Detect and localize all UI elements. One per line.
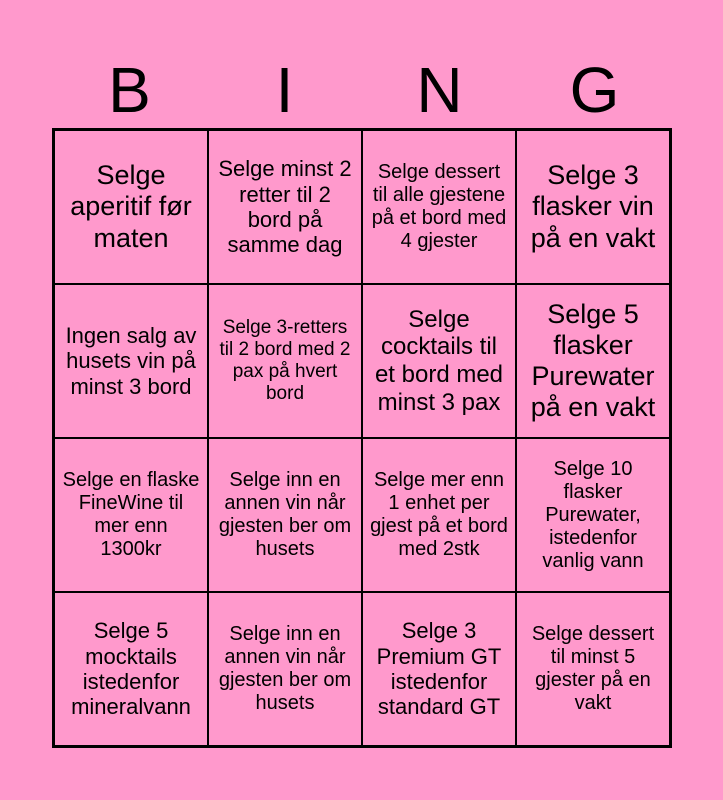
bingo-cell-2-2[interactable]: Selge 3-retters til 2 bord med 2 pax på hvert bord [208,284,362,438]
bingo-cell-4-1[interactable]: Selge 5 mocktails istedenfor mineralvann [54,592,208,746]
header-letter-n: N [416,54,463,126]
bingo-cell-2-4[interactable]: Selge 5 flasker Purewater på en vakt [516,284,670,438]
bingo-header [52,52,672,128]
bingo-cell-4-3[interactable]: Selge 3 Premium GT istedenfor standard GT [362,592,516,746]
bingo-cell-1-4[interactable]: Selge 3 flasker vin på en vakt [516,130,670,284]
bingo-cell-4-2[interactable]: Selge inn en annen vin når gjesten ber om husets [208,592,362,746]
bingo-grid [52,128,672,748]
bingo-cell-3-3[interactable]: Selge mer enn 1 enhet per gjest på et bord med 2stk [362,438,516,592]
bingo-cell-3-4[interactable]: Selge 10 flasker Purewater, istedenfor vanlig vann [516,438,670,592]
bingo-cell-2-3[interactable]: Selge cocktails til et bord med minst 3 pax [362,284,516,438]
header-letter-b: B [108,54,151,126]
bingo-cell-1-1[interactable]: Selge aperitif før maten [54,130,208,284]
bingo-cell-1-3[interactable]: Selge dessert til alle gjestene på et bord med 4 gjester [362,130,516,284]
header-letter-g: G [569,54,620,126]
bingo-cell-2-1[interactable]: Ingen salg av husets vin på minst 3 bord [54,284,208,438]
bingo-cell-3-1[interactable]: Selge en flaske FineWine til mer enn 1300kr [54,438,208,592]
bingo-cell-1-2[interactable]: Selge minst 2 retter til 2 bord på samme dag [208,130,362,284]
bingo-cell-4-4[interactable]: Selge dessert til minst 5 gjester på en vakt [516,592,670,746]
header-letter-i: I [275,54,294,126]
bingo-cell-3-2[interactable]: Selge inn en annen vin når gjesten ber om husets [208,438,362,592]
